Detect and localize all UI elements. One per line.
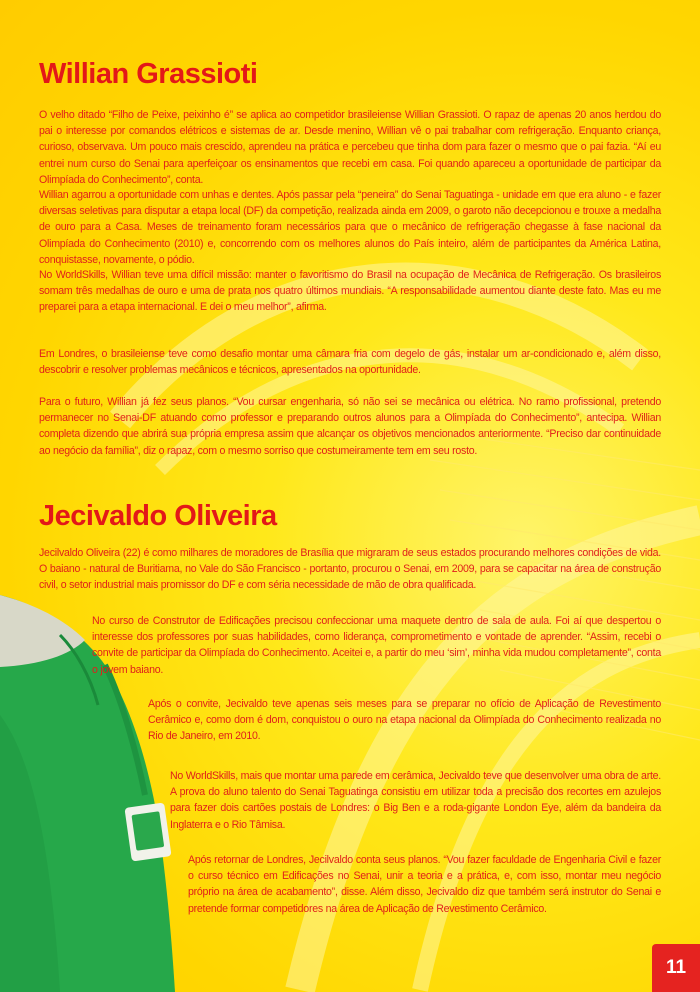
paragraph: Para o futuro, Willian já fez seus planos. “Vou cursar engenharia, só não sei se mecânica ou elétrica. No ramo profissional, pretendo permanecer no Senai-DF atuando como professor e preparando outros alunos para a Olimpíada do Conhecimento”, antecipa. Willian completa dizendo que abrirá sua própria empresa assim que alcançar os objetivos mencionados anteriormente. “Preciso dar continuidade ao negócio da família”, diz o rapaz, com o mesmo sorriso que costumeiramente tem em seu rosto. [39,396,661,457]
page-number: 11 [652,944,700,992]
paragraph: Willian agarrou a oportunidade com unhas e dentes. Após passar pela “peneira” do Senai Taguatinga - unidade em que era aluno - e fazer diversas seletivas para disputar a etapa local (DF) da competição, realizada ainda em 2009, o garoto não decepcionou e trouxe a medalha de ouro para a Casa. Meses de treinamento foram necessários para que o mecânico de refrigeração chegasse à fase nacional da Olimpíada do Conhecimento (2010) e, concorrendo com os melhores alunos do País inteiro, além de participantes da América Latina, conquistasse, novamente, o pódio. [39,189,661,266]
paragraph: No WorldSkills, Willian teve uma difícil missão: manter o favoritismo do Brasil na ocupação de Mecânica de Refrigeração. Os brasileiros somam três medalhas de ouro e uma de prata nos quatro últimos mundiais. “A responsabilidade aumentou diante deste fato. Mas eu me preparei para a etapa internacional. E dei o meu melhor”, afirma. [39,269,661,314]
paragraph: Jecilvaldo Oliveira (22) é como milhares de moradores de Brasília que migraram de seus estados procurando melhores condições de vida. O baiano - natural de Buritiama, no Vale do São Francisco - portanto, procurou o Senai, em 2009, para se capacitar na área de construção civil, o setor industrial mais promissor do DF e com séria necessidade de mão de obra qualificada. [39,547,661,592]
paragraph: No WorldSkills, mais que montar uma parede em cerâmica, Jecivaldo teve que desenvolver uma obra de arte. A prova do aluno talento do Senai Taguatinga consistiu em utilizar toda a precisão dos recortes em azulejos para fazer dois cartões postais de Londres: o Big Ben e a roda-gigante London Eye, além da bandeira da Inglaterra e o Rio Tâmisa. [170,770,661,831]
paragraph: Após o convite, Jecivaldo teve apenas seis meses para se preparar no ofício de Aplicação de Revestimento Cerâmico e, como dom é dom, conquistou o ouro na etapa nacional da Olimpíada do Conhecimento realizada no Rio de Janeiro, em 2010. [148,698,661,743]
section-title-willian: Willian Grassioti [39,58,258,90]
section-title-jecivaldo: Jecivaldo Oliveira [39,500,277,532]
paragraph: O velho ditado “Filho de Peixe, peixinho é” se aplica ao competidor brasileiense Willian Grassioti. O rapaz de apenas 20 anos herdou do pai o interesse por comandos elétricos e sistemas de ar. Desde menino, Willian vê o pai trabalhar com refrigeração. Enquanto criança, curioso, observava. Um pouco mais crescido, aprendeu na prática e percebeu que tinha dom para fazer o mesmo que o pai fazia. “Aí eu entrei num curso do Senai para aperfeiçoar os ensinamentos que recebi em casa. Foi quando apareceu a oportunidade de participar da Olimpíada do Conhecimento”, conta. [39,109,661,186]
paragraph: Após retornar de Londres, Jecilvaldo conta seus planos. “Vou fazer faculdade de Engenharia Civil e fazer o curso técnico em Edificações no Senai, unir a teoria e a prática, e, com isso, montar meu negócio próprio na área de acabamento”, disse. Além disso, Jecivaldo diz que também será instrutor do Senai e pretende formar competidores na área de Aplicação de Revestimento Cerâmico. [188,854,661,915]
paragraph: Em Londres, o brasileiense teve como desafio montar uma câmara fria com degelo de gás, instalar um ar-condicionado e, além disso, descobrir e resolver problemas mecânicos e técnicos, apresentados na oportunidade. [39,348,661,377]
paragraph: No curso de Construtor de Edificações precisou confeccionar uma maquete dentro de sala de aula. Foi aí que despertou o interesse dos professores por suas habilidades, como liderança, comprometimento e vontade de aprender. “Assim, recebi o convite de participar da Olimpíada do Conhecimento. Aceitei e, a partir do meu ‘sim’, minha vida mudou completamente”, conta o jovem baiano. [92,615,661,676]
